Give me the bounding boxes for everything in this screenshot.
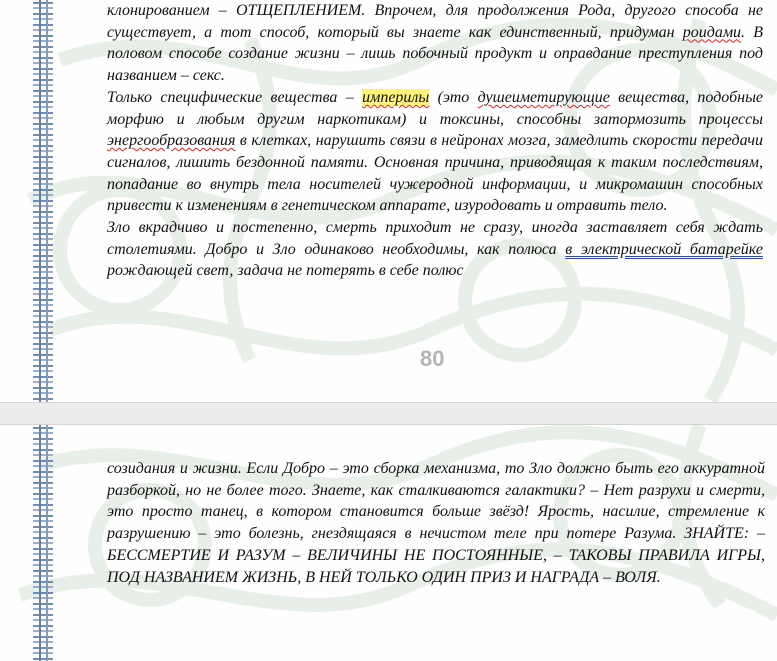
misspelled-word: энергообразования xyxy=(107,132,236,150)
margin-bookmark-strip xyxy=(33,425,53,661)
text-run: клонированием – ОТЩЕПЛЕНИЕМ. Впрочем, для продолжения Рода, другого способа не существует, а тот способ, который вы знаете как единственный, придуман xyxy=(107,2,763,41)
paragraph-2 xyxy=(107,87,763,217)
text-run: Зло вкрадчиво и постепенно, смерть приходит не сразу, иногда заставляет себя ждать столетиями. Добро и Зло одинаково необходимы, как полюса xyxy=(107,219,763,258)
text-run: . В половом способе создание жизни – лишь побочный продукт и оправдание преступления под названием – секс. xyxy=(107,23,763,85)
grammar-flagged-phrase: в электрической батарейке xyxy=(565,240,763,258)
page-break-gap xyxy=(0,402,777,425)
page-top-text xyxy=(107,0,763,282)
margin-bookmark-strip xyxy=(33,0,53,402)
text-run: вещества, подобные морфию и любым другим наркотикам) и токсины, способны затормозить процессы xyxy=(107,88,764,128)
misspelled-word: роидами xyxy=(682,23,742,41)
highlighted-word: империлы xyxy=(362,88,430,106)
document-page-81 xyxy=(0,425,777,661)
page-number: 80 xyxy=(420,346,445,371)
paragraph-3 xyxy=(107,217,763,282)
paragraph-1 xyxy=(107,0,763,87)
paragraph-4: созидания и жизни. Если Добро – это сборка механизма, то Зло должно быть его аккуратной разборкой, но не более того. Знаете, как сталкиваются галактики? – Нет разрухи и смерти, это просто танец, в котором становится больше звёзд! Ярость, насилие, стремление к разрушению – это болезнь, гнездящаяся в нечистом теле при потере Разума. ЗНАЙТЕ: – БЕССМЕРТИЕ И РАЗУМ – ВЕЛИЧИНЫ НЕ ПОСТОЯННЫЕ, – ТАКОВЫ ПРАВИЛА ИГРЫ, ПОД НАЗВАНИЕМ ЖИЗНЬ, В НЕЙ ТОЛЬКО ОДИН ПРИЗ И НАГРАДА – ВОЛЯ. xyxy=(107,460,765,586)
text-run: (это xyxy=(429,88,478,106)
text-run: Только специфические вещества – xyxy=(107,88,363,106)
text-run: в клетках, нарушить связи в нейронах мозга, замедлить скорости передачи сигналов, лишить бездонной памяти. Основная причина, приводящая к таким последствиям, попадание во внутрь тела носителей чужеродной информации, и микромашин способных привести к изменениям в генетическом аппарате, изуродовать и отравить тело. xyxy=(107,132,763,215)
page-bottom-text xyxy=(107,458,765,588)
misspelled-word: душеиметирующие xyxy=(477,88,610,106)
text-run: рождающей свет, задача не потерять в себе полюс xyxy=(107,262,464,280)
